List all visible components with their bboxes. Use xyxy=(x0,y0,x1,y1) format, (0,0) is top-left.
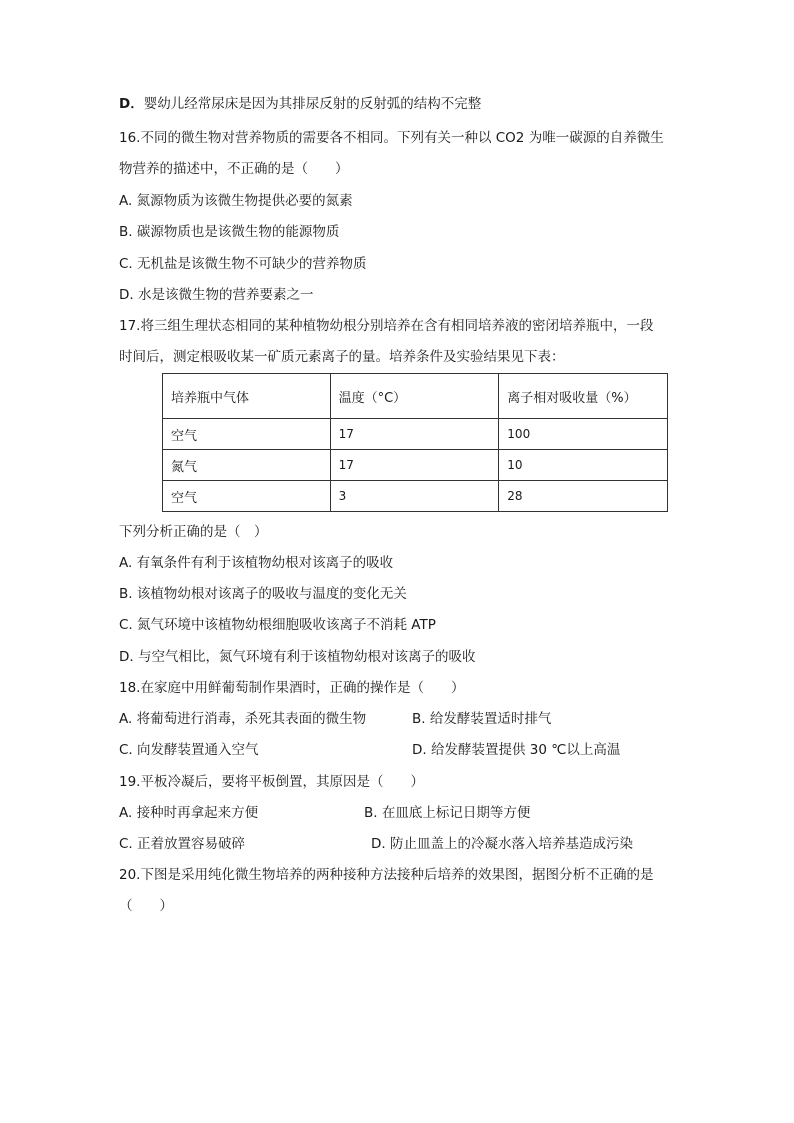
q15-option-d-text: 婴幼儿经常尿床是因为其排尿反射的反射弧的结构不完整 xyxy=(143,96,482,112)
q20-stem-line2: （ ） xyxy=(119,898,173,914)
table-header-gas: 培养瓶中气体 xyxy=(163,374,331,419)
q19-option-b: B. 在皿底上标记日期等方便 xyxy=(364,805,531,821)
table-cell-absorption: 28 xyxy=(499,481,668,512)
q17-stem-line1: 17.将三组生理状态相同的某种植物幼根分别培养在含有相同培养液的密闭培养瓶中，一段 xyxy=(119,318,654,334)
table-cell-gas: 空气 xyxy=(163,481,331,512)
q19-stem: 19.平板冷凝后，要将平板倒置，其原因是（ ） xyxy=(119,774,424,790)
q17-after-table: 下列分析正确的是（ ） xyxy=(119,524,268,540)
q18-option-b: B. 给发酵装置适时排气 xyxy=(412,711,552,727)
q17-stem-line2: 时间后，测定根吸收某一矿质元素离子的量。培养条件及实验结果见下表： xyxy=(119,349,565,365)
table-cell-gas: 氮气 xyxy=(163,450,331,481)
q19-option-c: C. 正着放置容易破碎 xyxy=(119,836,246,852)
table-cell-temperature: 3 xyxy=(330,481,499,512)
q16-option-d: D. 水是该微生物的营养要素之一 xyxy=(119,287,314,303)
q16-stem-line1: 16.不同的微生物对营养物质的需要各不相同。下列有关一种以 CO2 为唯一碳源的自养微生 xyxy=(119,130,664,146)
q19-option-d: D. 防止皿盖上的冷凝水落入培养基造成污染 xyxy=(371,836,633,852)
q16-option-b: B. 碳源物质也是该微生物的能源物质 xyxy=(119,224,340,240)
q16-option-a: A. 氮源物质为该微生物提供必要的氮素 xyxy=(119,193,353,209)
q17-option-c: C. 氮气环境中该植物幼根细胞吸收该离子不消耗 ATP xyxy=(119,617,436,633)
table-row xyxy=(163,419,668,450)
table-cell-temperature: 17 xyxy=(330,419,499,450)
q18-option-a: A. 将葡萄进行消毒，杀死其表面的微生物 xyxy=(119,711,367,727)
q17-option-b: B. 该植物幼根对该离子的吸收与温度的变化无关 xyxy=(119,586,407,602)
q20-stem-line1: 20.下图是采用纯化微生物培养的两种接种方法接种后培养的效果图，据图分析不正确的是 xyxy=(119,867,654,883)
table-cell-absorption: 10 xyxy=(499,450,668,481)
table-header-row xyxy=(163,374,668,419)
table-cell-temperature: 17 xyxy=(330,450,499,481)
q18-option-d: D. 给发酵装置提供 30 ℃以上高温 xyxy=(412,742,621,758)
table-cell-absorption: 100 xyxy=(499,419,668,450)
q18-stem: 18.在家庭中用鲜葡萄制作果酒时，正确的操作是（ ） xyxy=(119,680,465,696)
q17-option-a: A. 有氧条件有利于该植物幼根对该离子的吸收 xyxy=(119,555,394,571)
q19-option-a: A. 接种时再拿起来方便 xyxy=(119,805,259,821)
q16-option-c: C. 无机盐是该微生物不可缺少的营养物质 xyxy=(119,256,367,272)
table-row xyxy=(163,481,668,512)
q18-option-c: C. 向发酵装置通入空气 xyxy=(119,742,259,758)
table-cell-gas: 空气 xyxy=(163,419,331,450)
q16-stem-line2: 物营养的描述中，不正确的是（ ） xyxy=(119,161,349,177)
table-header-absorption: 离子相对吸收量（%） xyxy=(499,374,668,419)
q17-option-d: D. 与空气相比，氮气环境有利于该植物幼根对该离子的吸收 xyxy=(119,649,476,665)
table-header-temperature: 温度（°C） xyxy=(330,374,499,419)
table-row xyxy=(163,450,668,481)
q15-option-d xyxy=(119,94,481,114)
q15-option-d-letter: D． xyxy=(119,96,144,112)
q17-results-table xyxy=(162,373,668,512)
